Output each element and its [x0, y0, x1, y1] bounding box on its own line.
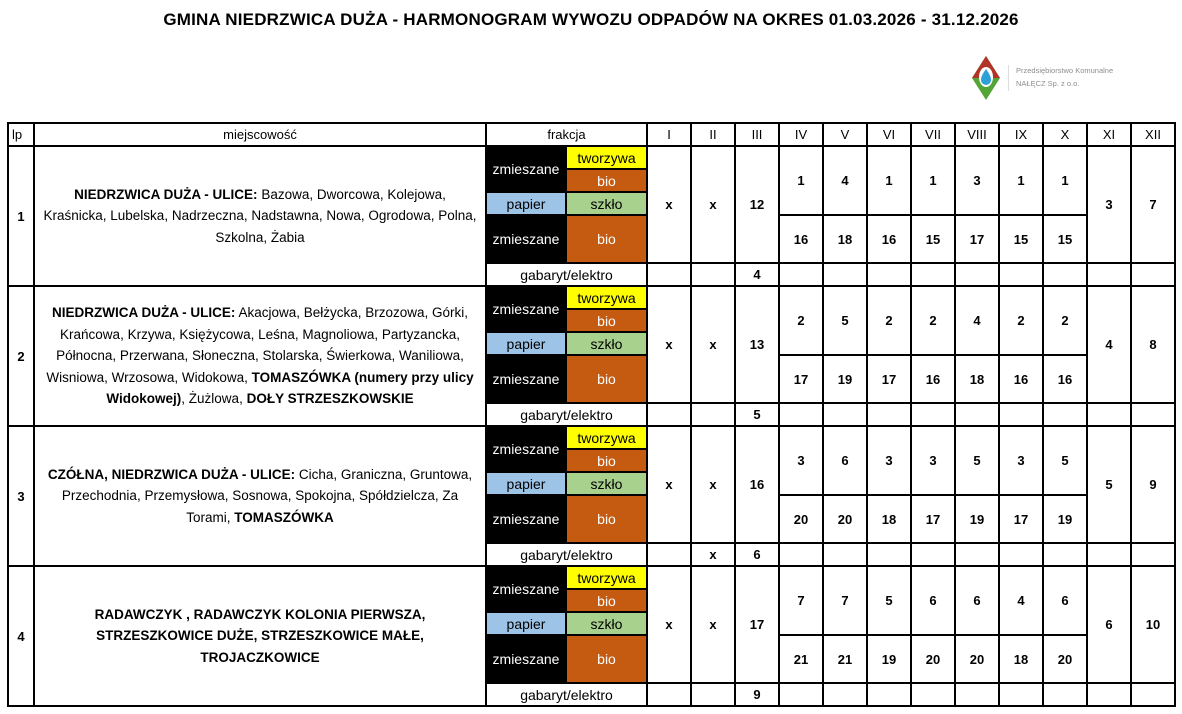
date-second-IX: 17	[1000, 496, 1042, 542]
gabaryt-date-VI	[868, 684, 910, 705]
date-second-IV: 20	[780, 496, 822, 542]
date-first-X: 6	[1044, 567, 1086, 634]
fraction-papier: papier	[487, 333, 565, 354]
date-cell-XI: 5	[1088, 427, 1130, 542]
date-second-IV: 17	[780, 356, 822, 402]
header-month-I: I	[648, 124, 690, 145]
gabaryt-date-IX	[1000, 684, 1042, 705]
gabaryt-date-XI	[1088, 544, 1130, 565]
place-seg: Cicha, Graniczna, Gruntowa, Przechodnia, Przemysłowa, Sosnowa, Spokojna, Spółdzielcza, Za Torami,	[61, 466, 473, 525]
fraction-papier: papier	[487, 193, 565, 214]
date-second-X: 19	[1044, 496, 1086, 542]
gabaryt-date-XII	[1132, 404, 1174, 425]
fraction-bio-2: bio	[567, 356, 646, 402]
date-second-VI: 18	[868, 496, 910, 542]
date-first-V: 5	[824, 287, 866, 354]
fraction-gabaryt: gabaryt/elektro	[487, 684, 646, 705]
date-first-VII: 1	[912, 147, 954, 214]
fraction-gabaryt: gabaryt/elektro	[487, 404, 646, 425]
place-cell	[35, 287, 485, 425]
gabaryt-date-III: 9	[736, 684, 778, 705]
fraction-zmieszane-2: zmieszane	[487, 496, 565, 542]
gabaryt-date-II	[692, 404, 734, 425]
gabaryt-date-IV	[780, 404, 822, 425]
gabaryt-date-III: 5	[736, 404, 778, 425]
header-fraction: frakcja	[487, 124, 646, 145]
schedule-row-group-2	[9, 287, 1174, 425]
fraction-zmieszane-1: zmieszane	[487, 427, 565, 471]
logo-diamond-icon	[972, 56, 1000, 100]
gabaryt-date-XI	[1088, 404, 1130, 425]
header-month-XII: XII	[1132, 124, 1174, 145]
schedule-row-group-3	[9, 427, 1174, 565]
gabaryt-date-II	[692, 684, 734, 705]
gabaryt-date-VII	[912, 544, 954, 565]
fraction-tworzywa: tworzywa	[567, 427, 646, 448]
place-cell	[35, 567, 485, 705]
gabaryt-date-I	[648, 404, 690, 425]
fraction-zmieszane-2: zmieszane	[487, 216, 565, 262]
date-second-VI: 19	[868, 636, 910, 682]
gabaryt-date-VII	[912, 684, 954, 705]
date-first-IV: 3	[780, 427, 822, 494]
date-cell-II: x	[692, 427, 734, 542]
place-cell	[35, 147, 485, 285]
date-second-VI: 16	[868, 216, 910, 262]
date-cell-XI: 3	[1088, 147, 1130, 262]
date-second-V: 19	[824, 356, 866, 402]
fraction-zmieszane-1: zmieszane	[487, 567, 565, 611]
company-name-line2: NAŁĘCZ Sp. z o.o.	[1016, 79, 1080, 88]
date-first-V: 6	[824, 427, 866, 494]
date-first-V: 4	[824, 147, 866, 214]
date-first-VII: 6	[912, 567, 954, 634]
gabaryt-date-VII	[912, 264, 954, 285]
fraction-szklo: szkło	[567, 473, 646, 494]
date-cell-XI: 6	[1088, 567, 1130, 682]
date-second-VIII: 18	[956, 356, 998, 402]
table-header-row	[9, 124, 1174, 145]
date-first-VI: 3	[868, 427, 910, 494]
place-seg-bold: CZÓŁNA, NIEDRZWICA DUŻA - ULICE:	[47, 466, 299, 482]
place-seg-bold: TOMASZÓWKA (numery przy ulicy Widokowej)	[106, 369, 474, 407]
gabaryt-date-I	[648, 264, 690, 285]
date-second-VII: 20	[912, 636, 954, 682]
date-second-IV: 21	[780, 636, 822, 682]
gabaryt-date-VI	[868, 264, 910, 285]
place-cell	[35, 427, 485, 565]
date-second-VIII: 17	[956, 216, 998, 262]
gabaryt-date-IV	[780, 684, 822, 705]
schedule-row-group-4	[9, 567, 1174, 705]
date-cell-XII: 9	[1132, 427, 1174, 542]
date-first-VII: 3	[912, 427, 954, 494]
date-first-IV: 7	[780, 567, 822, 634]
date-first-VII: 2	[912, 287, 954, 354]
date-second-VIII: 19	[956, 496, 998, 542]
fraction-tworzywa: tworzywa	[567, 147, 646, 168]
gabaryt-date-III: 6	[736, 544, 778, 565]
place-seg-bold: NIEDRZWICA DUŻA - ULICE:	[74, 186, 258, 202]
gabaryt-date-I	[648, 544, 690, 565]
header-month-XI: XI	[1088, 124, 1130, 145]
fraction-bio-1: bio	[567, 170, 646, 191]
header-month-VI: VI	[868, 124, 910, 145]
date-cell-I: x	[648, 287, 690, 402]
date-first-IV: 2	[780, 287, 822, 354]
date-first-IV: 1	[780, 147, 822, 214]
place-seg: Akacjowa, Bełżycka, Brzozowa, Górki, Krańcowa, Krzywa, Księżycowa, Leśna, Magnoliowa, Partyzancka, Północna, Przerwana, Słoneczna, Stolarska, Świerkowa, Waniliowa, Wisniowa, Wrzosowa, Widokowa,	[46, 305, 469, 385]
gabaryt-date-VIII	[956, 684, 998, 705]
gabaryt-date-IX	[1000, 264, 1042, 285]
date-cell-XI: 4	[1088, 287, 1130, 402]
gabaryt-date-VII	[912, 404, 954, 425]
date-second-V: 20	[824, 496, 866, 542]
date-first-VIII: 4	[956, 287, 998, 354]
fraction-papier: papier	[487, 613, 565, 634]
fraction-papier: papier	[487, 473, 565, 494]
header-month-V: V	[824, 124, 866, 145]
date-first-V: 7	[824, 567, 866, 634]
date-cell-III: 16	[736, 427, 778, 542]
place-seg: , Żużlowa,	[181, 391, 247, 407]
date-second-IV: 16	[780, 216, 822, 262]
date-second-VI: 17	[868, 356, 910, 402]
header-month-IX: IX	[1000, 124, 1042, 145]
gabaryt-date-IX	[1000, 544, 1042, 565]
fraction-zmieszane-1: zmieszane	[487, 147, 565, 191]
gabaryt-date-IV	[780, 264, 822, 285]
fraction-gabaryt: gabaryt/elektro	[487, 544, 646, 565]
date-first-IX: 1	[1000, 147, 1042, 214]
date-cell-III: 17	[736, 567, 778, 682]
date-cell-XII: 7	[1132, 147, 1174, 262]
gabaryt-date-V	[824, 684, 866, 705]
gabaryt-date-X	[1044, 404, 1086, 425]
fraction-szklo: szkło	[567, 193, 646, 214]
date-first-IX: 3	[1000, 427, 1042, 494]
fraction-zmieszane-2: zmieszane	[487, 356, 565, 402]
fraction-bio-2: bio	[567, 636, 646, 682]
header-month-III: III	[736, 124, 778, 145]
company-name-line1: Przedsiębiorstwo Komunalne	[1016, 66, 1114, 76]
date-first-IX: 4	[1000, 567, 1042, 634]
date-first-X: 5	[1044, 427, 1086, 494]
header-place: miejscowość	[35, 124, 485, 145]
schedule-row-group-1	[9, 147, 1174, 285]
date-first-IX: 2	[1000, 287, 1042, 354]
fraction-gabaryt: gabaryt/elektro	[487, 264, 646, 285]
date-cell-XII: 10	[1132, 567, 1174, 682]
date-cell-II: x	[692, 567, 734, 682]
date-second-X: 20	[1044, 636, 1086, 682]
fraction-tworzywa: tworzywa	[567, 287, 646, 308]
company-name	[1008, 65, 1113, 91]
fraction-bio-1: bio	[567, 450, 646, 471]
place-text	[41, 184, 479, 249]
place-text	[41, 464, 479, 529]
gabaryt-date-XII	[1132, 684, 1174, 705]
date-first-X: 2	[1044, 287, 1086, 354]
gabaryt-date-VI	[868, 544, 910, 565]
date-second-IX: 15	[1000, 216, 1042, 262]
gabaryt-date-V	[824, 264, 866, 285]
gabaryt-date-II: x	[692, 544, 734, 565]
fraction-szklo: szkło	[567, 613, 646, 634]
date-first-VIII: 5	[956, 427, 998, 494]
gabaryt-date-IV	[780, 544, 822, 565]
date-cell-III: 13	[736, 287, 778, 402]
fraction-bio-2: bio	[567, 496, 646, 542]
gabaryt-date-XII	[1132, 264, 1174, 285]
header-month-X: X	[1044, 124, 1086, 145]
gabaryt-date-VIII	[956, 544, 998, 565]
date-cell-XII: 8	[1132, 287, 1174, 402]
date-second-X: 16	[1044, 356, 1086, 402]
date-second-VII: 15	[912, 216, 954, 262]
date-second-X: 15	[1044, 216, 1086, 262]
header-month-II: II	[692, 124, 734, 145]
schedule-table	[7, 122, 1176, 707]
place-seg-bold: NIEDRZWICA DUŻA - ULICE:	[51, 305, 236, 321]
fraction-bio-2: bio	[567, 216, 646, 262]
gabaryt-date-XI	[1088, 264, 1130, 285]
gabaryt-date-X	[1044, 264, 1086, 285]
date-first-VIII: 3	[956, 147, 998, 214]
date-first-VI: 2	[868, 287, 910, 354]
lp-cell: 3	[9, 427, 33, 565]
date-first-VIII: 6	[956, 567, 998, 634]
gabaryt-date-V	[824, 544, 866, 565]
place-seg: Bazowa, Dworcowa, Kolejowa, Kraśnicka, Lubelska, Nadrzeczna, Nadstawna, Nowa, Ogrodowa, Polna, Szkolna, Żabia	[43, 186, 477, 245]
date-second-IX: 16	[1000, 356, 1042, 402]
place-text	[41, 604, 479, 669]
header-month-IV: IV	[780, 124, 822, 145]
place-seg-bold: TOMASZÓWKA	[234, 509, 334, 525]
company-logo	[972, 56, 1113, 100]
date-first-VI: 5	[868, 567, 910, 634]
date-first-VI: 1	[868, 147, 910, 214]
date-second-VIII: 20	[956, 636, 998, 682]
header-month-VII: VII	[912, 124, 954, 145]
page-title: GMINA NIEDRZWICA DUŻA - HARMONOGRAM WYWOZU ODPADÓW NA OKRES 01.03.2026 - 31.12.2026	[163, 10, 1019, 29]
fraction-zmieszane-1: zmieszane	[487, 287, 565, 331]
fraction-bio-1: bio	[567, 590, 646, 611]
lp-cell: 4	[9, 567, 33, 705]
date-cell-III: 12	[736, 147, 778, 262]
gabaryt-date-X	[1044, 544, 1086, 565]
lp-cell: 1	[9, 147, 33, 285]
gabaryt-date-VIII	[956, 404, 998, 425]
gabaryt-date-VI	[868, 404, 910, 425]
date-second-V: 21	[824, 636, 866, 682]
gabaryt-date-II	[692, 264, 734, 285]
date-cell-I: x	[648, 147, 690, 262]
place-seg-bold: DOŁY STRZESZKOWSKIE	[246, 391, 414, 407]
date-cell-II: x	[692, 147, 734, 262]
lp-cell: 2	[9, 287, 33, 425]
header-month-VIII: VIII	[956, 124, 998, 145]
fraction-zmieszane-2: zmieszane	[487, 636, 565, 682]
date-second-VII: 17	[912, 496, 954, 542]
date-second-VII: 16	[912, 356, 954, 402]
place-seg-bold: RADAWCZYK , RADAWCZYK KOLONIA PIERWSZA, STRZESZKOWICE DUŻE, STRZESZKOWICE MAŁE, TROJACZKOWICE	[94, 606, 426, 665]
gabaryt-date-I	[648, 684, 690, 705]
fraction-szklo: szkło	[567, 333, 646, 354]
date-second-IX: 18	[1000, 636, 1042, 682]
gabaryt-date-III: 4	[736, 264, 778, 285]
fraction-tworzywa: tworzywa	[567, 567, 646, 588]
gabaryt-date-IX	[1000, 404, 1042, 425]
gabaryt-date-VIII	[956, 264, 998, 285]
gabaryt-date-X	[1044, 684, 1086, 705]
date-first-X: 1	[1044, 147, 1086, 214]
gabaryt-date-XI	[1088, 684, 1130, 705]
date-cell-II: x	[692, 287, 734, 402]
date-cell-I: x	[648, 427, 690, 542]
header-lp: lp	[9, 124, 33, 145]
gabaryt-date-XII	[1132, 544, 1174, 565]
fraction-bio-1: bio	[567, 310, 646, 331]
date-second-V: 18	[824, 216, 866, 262]
gabaryt-date-V	[824, 404, 866, 425]
place-text	[41, 302, 479, 410]
date-cell-I: x	[648, 567, 690, 682]
